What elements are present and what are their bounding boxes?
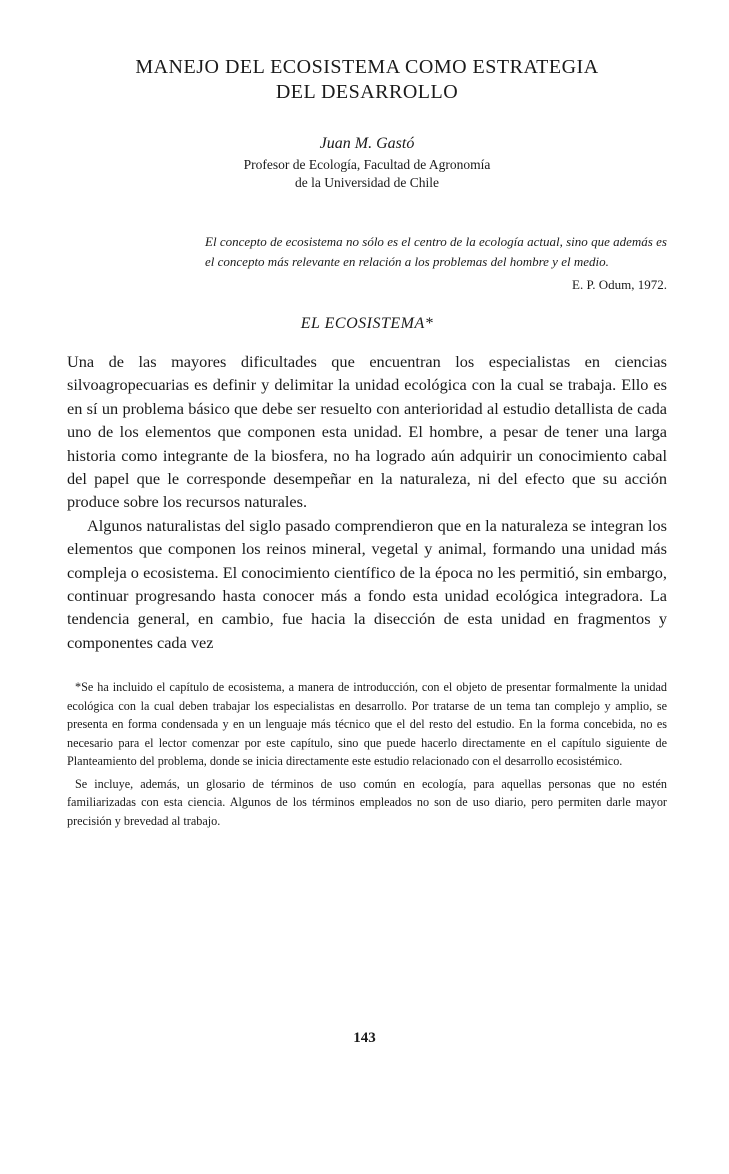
section-heading: EL ECOSISTEMA* [300,315,434,332]
title-line-1: MANEJO DEL ECOSISTEMA COMO ESTRATEGIA [135,56,599,78]
page-number: 143 [353,1030,376,1046]
epigraph-quote: El concepto de ecosistema no sólo es el centro de la ecología actual, sino que además es el concepto más relevante en relación a los problemas del hombre y el medio. [205,234,667,269]
footnote-1: *Se ha incluido el capítulo de ecosistema, a manera de introducción, con el objeto de presentar formalmente la unidad ecológica con la cual deben trabajar los especialistas en desarrollo. Por tratarse de un tema tan complejo y amplio, se presenta en forma condensada y en un lenguaje más técnico que el del resto del estudio. En la forma concebida, no es necesario para el lector comenzar por este capítulo, sino que puede hacerlo directamente en el capítulo siguiente de Planteamiento del problema, donde se inicia directamente este estudio relacionado con el desarrollo ecosistémico. [67,680,667,769]
affiliation-line-2: de la Universidad de Chile [295,175,439,190]
body-text [67,350,667,654]
epigraph-attribution: E. P. Odum, 1972. [572,277,667,292]
author-name: Juan M. Gastó [319,135,415,152]
title-line-2: DEL DESARROLLO [275,81,459,103]
body-paragraph-2: Algunos naturalistas del siglo pasado comprendieron que en la naturaleza se integran los elementos que componen los reinos mineral, vegetal y animal, formando una unidad más compleja o ecosistema. El conocimiento científico de la época no les permitió, sin embargo, continuar progresando hasta conocer más a fondo esta unidad ecológica integradora. La tendencia general, en cambio, fue hacia la disección de esta unidad en fragmentos y componentes cada vez [67,515,667,652]
article-title [67,55,667,105]
body-paragraph-1: Una de las mayores dificultades que encuentran los especialistas en ciencias silvoagropecuarias es definir y delimitar la unidad ecológica con la cual se trabaja. Ello es en sí un problema básico que debe ser resuelto con anterioridad al estudio detallista de cada uno de los elementos que componen esta unidad. El hombre, a pesar de tener una larga historia como integrante de la biosfera, no ha logrado aún adquirir un conocimiento cabal del papel que le corresponde desempeñar en la naturaleza, ni del efecto que su acción produce sobre los recursos naturales. [67,352,667,512]
footnote-2: Se incluye, además, un glosario de términos de uso común en ecología, para aquellas personas que no estén familiarizadas con esta ciencia. Algunos de los términos empleados no son de uso diario, pero permiten darle mayor precisión y brevedad al trabajo. [67,776,667,828]
footnotes [67,678,667,830]
author-affiliation [67,156,667,192]
affiliation-line-1: Profesor de Ecología, Facultad de Agronomía [243,157,491,172]
